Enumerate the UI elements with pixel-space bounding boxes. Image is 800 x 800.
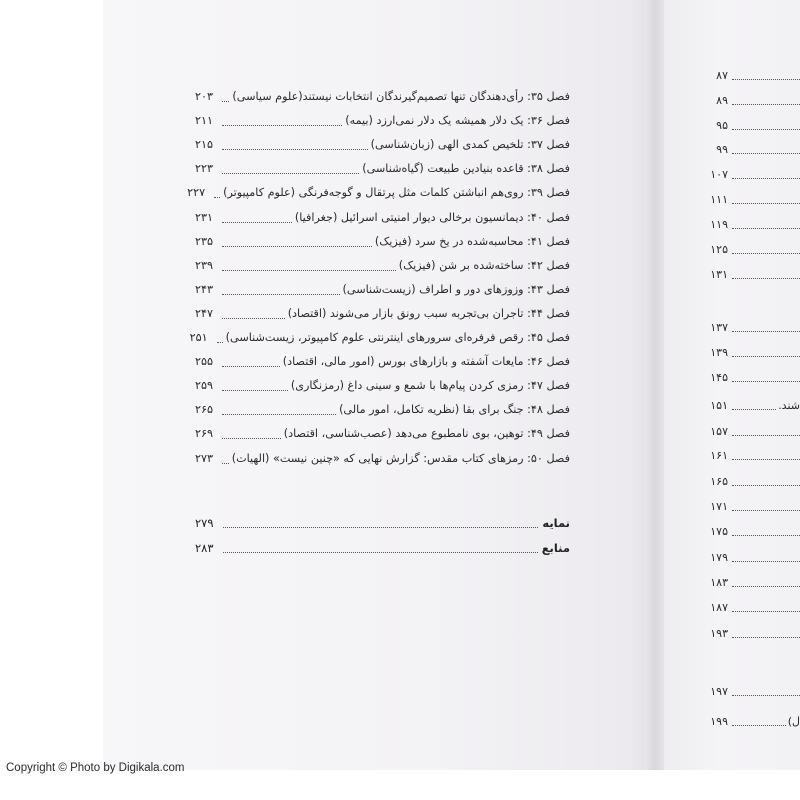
chapter-title: فصل ۳۷: تلخیص کمدی الهی (زبان‌شناسی) [370, 138, 570, 152]
chapter-page-number: ۲۳۹ [195, 258, 214, 272]
chapter-page-number: ۲۱۱ [195, 114, 214, 128]
index-page-number: ۲۷۹ [195, 516, 214, 530]
right-page-number: ۹۹ [716, 143, 728, 156]
chapter-title: فصل ۴۵: رقص فرفره‌ای سرورهای اینترنتی علوم کامپیوتر، زیست‌شناسی) [225, 331, 570, 344]
chapter-page-number: ۲۲۳ [195, 162, 214, 176]
leader-dots [732, 153, 800, 154]
chapter-title: فصل ۴۹: توهین، بوی نامطبوع می‌دهد (عصب‌شناسی، اقتصاد) [283, 427, 570, 441]
right-page-number: ۱۸۷ [710, 601, 728, 614]
leader-dots [732, 695, 800, 696]
right-title-fragment: شند. [778, 399, 800, 412]
leader-dots [222, 222, 292, 223]
right-title-fragment: ل) [787, 715, 800, 728]
right-toc-entry [706, 343, 800, 363]
right-toc-entry [706, 472, 800, 492]
leader-dots [732, 535, 800, 536]
toc-entry [195, 448, 570, 470]
right-page-number: ۱۶۱ [710, 449, 728, 462]
leader-dots [732, 278, 800, 279]
copyright-watermark: Copyright © Photo by Digikala.com [6, 762, 185, 774]
toc-entry [195, 86, 570, 108]
chapter-page-number: ۲۵۹ [195, 379, 214, 393]
right-toc-entry [706, 396, 800, 416]
leader-dots [732, 459, 800, 460]
right-toc-entry [706, 682, 800, 702]
chapter-page-number: ۲۶۹ [195, 427, 214, 441]
leader-dots [732, 725, 786, 726]
chapter-title: فصل ۴۲: ساخته‌شده بر شن (فیزیک) [398, 258, 570, 272]
leader-dots [732, 356, 800, 357]
toc-entry [189, 327, 570, 349]
chapter-page-number: ۲۲۷ [187, 186, 206, 200]
right-page-number: ۱۶۵ [710, 475, 728, 488]
chapter-title: فصل ۳۹: روی‌هم انباشتن کلمات مثل پرتقال و گوجه‌فرنگی (علوم کامپیوتر) [223, 186, 570, 200]
right-toc-entry [706, 422, 800, 442]
chapter-page-number: ۲۵۵ [195, 355, 214, 369]
toc-entry [195, 399, 570, 421]
chapter-page-number: ۲۴۷ [195, 306, 214, 320]
leader-dots [223, 527, 538, 528]
chapter-title: فصل ۴۶: مایعات آشفته و بازارهای بورس (امور مالی، اقتصاد) [282, 355, 570, 369]
right-toc-entry [706, 446, 800, 466]
right-page-number: ۱۰۷ [710, 168, 728, 181]
toc-entry [195, 207, 570, 229]
right-page-number: ۱۵۱ [710, 399, 728, 412]
leader-dots [222, 438, 281, 439]
right-page-number: ۱۴۵ [710, 371, 728, 384]
right-toc-entry [706, 165, 800, 185]
leader-dots [222, 246, 372, 247]
leader-dots [732, 381, 800, 382]
toc-entry [195, 158, 570, 180]
right-page-number: ۹۵ [716, 119, 728, 132]
chapter-page-number: ۲۶۵ [195, 403, 214, 417]
toc-entry [187, 182, 570, 204]
leader-dots [732, 510, 800, 511]
leader-dots [222, 270, 396, 271]
leader-dots [732, 331, 800, 332]
right-toc-entry [706, 318, 800, 338]
leader-dots [732, 637, 800, 638]
leader-dots [732, 104, 800, 105]
right-page-number: ۸۹ [716, 94, 728, 107]
leader-dots [732, 409, 776, 410]
toc-entry [195, 423, 570, 445]
right-toc-entry [706, 548, 800, 568]
chapter-page-number: ۲۱۵ [195, 138, 214, 152]
leader-dots [732, 253, 800, 254]
chapter-page-number: ۲۴۳ [195, 282, 214, 296]
sources-label: منابع [541, 541, 570, 555]
leader-dots [217, 342, 223, 343]
toc-entry [195, 231, 570, 253]
right-page-number: ۱۲۵ [710, 243, 728, 256]
right-toc-entry [706, 522, 800, 542]
right-toc-entry [706, 497, 800, 517]
right-page-number: ۸۷ [716, 69, 728, 82]
leader-dots [732, 435, 800, 436]
right-page-number: ۱۷۹ [710, 551, 728, 564]
chapter-page-number: ۲۳۱ [195, 210, 214, 224]
right-page-number: ۱۱۱ [710, 193, 728, 206]
leader-dots [732, 561, 800, 562]
chapter-title: فصل ۳۶: یک دلار همیشه یک دلار نمی‌ارزد (بیمه) [345, 114, 570, 128]
leader-dots [732, 228, 800, 229]
leader-dots [732, 485, 800, 486]
leader-dots [222, 414, 336, 415]
right-page-number: ۱۹۷ [710, 685, 728, 698]
toc-index-entry [195, 512, 570, 534]
leader-dots [222, 173, 359, 174]
right-page-number: ۱۱۹ [710, 218, 728, 231]
right-page-number: ۱۸۳ [710, 576, 728, 589]
toc-entry [195, 134, 570, 156]
right-toc-entry [706, 240, 800, 260]
leader-dots [732, 611, 800, 612]
leader-dots [732, 178, 800, 179]
toc-entry [195, 255, 570, 277]
right-toc-entry [706, 116, 800, 136]
leader-dots [222, 149, 368, 150]
chapter-page-number: ۲۵۱ [189, 331, 208, 344]
leader-dots [222, 390, 288, 391]
chapter-title: فصل ۳۸: قاعده بنیادین طبیعت (گیاه‌شناسی) [362, 162, 570, 176]
right-toc-entry [706, 624, 800, 644]
toc-entry [195, 279, 570, 301]
right-page-number: ۱۵۷ [710, 425, 728, 438]
right-toc-entry [706, 368, 800, 388]
leader-dots [222, 366, 280, 367]
right-page-number: ۱۳۷ [710, 321, 728, 334]
chapter-title: فصل ۵۰: رمزهای کتاب مقدس: گزارش نهایی که «چنین نیست» (الهیات) [231, 451, 570, 465]
sources-page-number: ۲۸۳ [195, 541, 214, 555]
leader-dots [732, 79, 800, 80]
right-toc-entry [706, 190, 800, 210]
right-toc-entry [706, 140, 800, 160]
toc-entry [195, 303, 570, 325]
leader-dots [732, 129, 800, 130]
leader-dots [222, 463, 229, 464]
chapter-title: فصل ۳۵: رأی‌دهندگان تنها تصمیم‌گیرندگان انتخابات نیستند(علوم سیاسی) [232, 90, 570, 103]
leader-dots [732, 586, 800, 587]
leader-dots [222, 294, 340, 295]
right-page-number: ۱۳۱ [710, 268, 728, 281]
leader-dots [222, 318, 285, 319]
chapter-title: فصل ۴۰: دیمانسیون برخالی دیوار امنیتی اسرائیل (جغرافیا) [294, 210, 570, 224]
right-toc-entry [706, 573, 800, 593]
right-toc-entry [706, 91, 800, 111]
chapter-title: فصل ۴۱: محاسبه‌شده در یخ سرد (فیزیک) [374, 234, 570, 248]
right-toc-entry [706, 215, 800, 235]
leader-dots [732, 203, 800, 204]
chapter-page-number: ۲۰۳ [195, 90, 214, 103]
chapter-title: فصل ۴۳: وزوزهای دور و اطراف (زیست‌شناسی) [342, 282, 570, 296]
right-toc-entry [706, 265, 800, 285]
right-toc-entry [706, 66, 800, 86]
right-toc-entry [706, 598, 800, 618]
chapter-page-number: ۲۳۵ [195, 234, 214, 248]
right-page-number: ۱۹۹ [710, 715, 728, 728]
chapter-title: فصل ۴۷: رمزی کردن پیام‌ها با شمع و سینی داغ (رمزنگاری) [290, 379, 570, 393]
right-page-number: ۱۳۹ [710, 346, 728, 359]
right-toc-entry [706, 712, 800, 732]
right-page-number: ۱۷۱ [710, 500, 728, 513]
leader-dots [214, 197, 220, 198]
toc-entry [195, 351, 570, 373]
toc-sources-entry [195, 537, 570, 559]
toc-entry [195, 375, 570, 397]
chapter-page-number: ۲۷۳ [195, 451, 214, 465]
right-page-number: ۱۷۵ [710, 525, 728, 538]
right-page-number: ۱۹۳ [710, 627, 728, 640]
chapter-title: فصل ۴۸: جنگ برای بقا (نظریه تکامل، امور مالی) [339, 403, 570, 417]
leader-dots [222, 101, 229, 102]
chapter-title: فصل ۴۴: تاجران بی‌تجربه سبب رونق بازار می‌شوند (اقتصاد) [287, 306, 570, 320]
index-label: نمایه [542, 516, 570, 530]
toc-entry [195, 110, 570, 132]
leader-dots [222, 125, 342, 126]
leader-dots [223, 552, 538, 553]
